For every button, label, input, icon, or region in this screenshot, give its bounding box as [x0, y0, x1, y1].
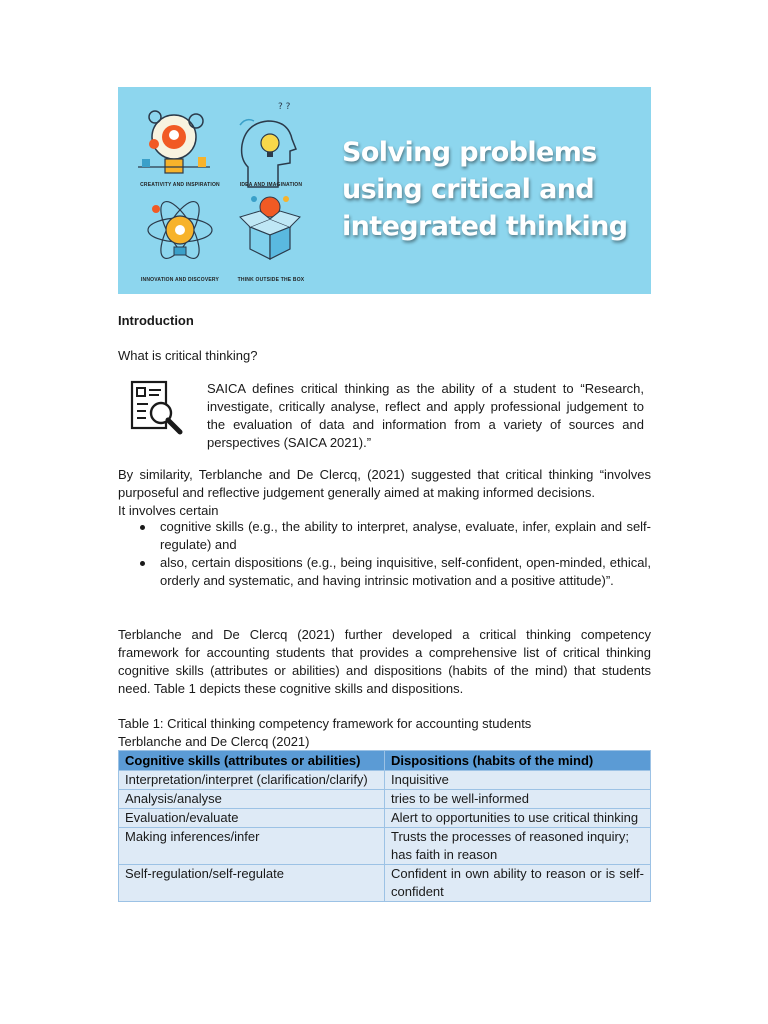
table-header-row [119, 751, 651, 771]
banner-title: Solving problems using critical and integrated thinking [342, 137, 628, 242]
bullet-text: cognitive skills (e.g., the ability to interpret, analyse, evaluate, infer, explain and self-regulate) and [160, 519, 651, 552]
table-cell-skill: Making inferences/infer [119, 828, 385, 865]
svg-text:? ?: ? ? [278, 102, 291, 112]
table-caption-source: Terblanche and De Clercq (2021) [118, 734, 310, 749]
open-box-brain-icon [240, 196, 300, 259]
paragraph-terblanche-text: By similarity, Terblanche and De Clercq, (2021) suggested that critical thinking “involves purposeful and reflective judgement generally aimed at making informed decisions. [118, 467, 651, 500]
bullet-icon [140, 525, 145, 530]
table-cell-disposition: Alert to opportunities to use critical thinking [385, 809, 651, 828]
table-row [119, 771, 651, 790]
table-row [119, 809, 651, 828]
table-row [119, 865, 651, 902]
bullet-list [118, 518, 651, 590]
head-idea-icon [240, 102, 296, 187]
paragraph-framework: Terblanche and De Clercq (2021) further developed a critical thinking competency framework for accounting students that provides a comprehensive list of critical thinking cognitive skills (attributes or abilities) and dispositions (habits of the mind) that students need. Table 1 depicts these cognitive skills and dispositions. [118, 627, 651, 696]
table-cell-disposition: Confident in own ability to reason or is self-confident [385, 865, 651, 902]
paragraph-terblanche-tail: It involves certain [118, 503, 219, 518]
table-caption [118, 715, 531, 751]
section-heading: Introduction [118, 313, 194, 328]
competency-table [118, 750, 651, 902]
icon-caption-innovation: INNOVATION AND DISCOVERY [140, 277, 220, 283]
table-cell-skill: Evaluation/evaluate [119, 809, 385, 828]
atom-gear-icon [148, 196, 212, 263]
table-cell-disposition: Trusts the processes of reasoned inquiry; has faith in reason [385, 828, 651, 865]
paragraph-terblanche [118, 466, 651, 520]
list-item [118, 554, 651, 590]
lightbulb-gears-icon [138, 111, 210, 173]
table-cell-skill: Interpretation/interpret (clarification/clarify) [119, 771, 385, 790]
section-question: What is critical thinking? [118, 348, 258, 363]
title-banner [118, 87, 651, 294]
thinking-icons-illustration [118, 87, 328, 294]
table-cell-skill: Self-regulation/self-regulate [119, 865, 385, 902]
icon-caption-creativity: CREATIVITY AND INSPIRATION [140, 182, 220, 188]
table-cell-disposition: Inquisitive [385, 771, 651, 790]
table-cell-disposition: tries to be well-informed [385, 790, 651, 809]
bullet-text: also, certain dispositions (e.g., being inquisitive, self-confident, open-minded, ethical, orderly and systematic, and having intrinsic motivation and a positive attitude)”. [160, 555, 651, 588]
document-magnifier-icon [128, 380, 188, 440]
saica-definition: SAICA defines critical thinking as the ability of a student to “Research, investigate, critically analyse, reflect and apply professional judgement to the evaluation of data and information from a variety of sources and perspectives (SAICA 2021).” [207, 381, 644, 450]
list-item [118, 518, 651, 554]
table-cell-skill: Analysis/analyse [119, 790, 385, 809]
table-caption-title: Table 1: Critical thinking competency framework for accounting students [118, 716, 532, 731]
header-dispositions: Dispositions (habits of the mind) [385, 751, 651, 771]
table-row [119, 828, 651, 865]
bullet-icon [140, 561, 145, 566]
header-cognitive-skills: Cognitive skills (attributes or abilities) [119, 751, 385, 771]
icon-caption-outside-box: THINK OUTSIDE THE BOX [237, 277, 305, 283]
table-row [119, 790, 651, 809]
icon-caption-idea: IDEA AND IMAGINATION [239, 182, 303, 188]
